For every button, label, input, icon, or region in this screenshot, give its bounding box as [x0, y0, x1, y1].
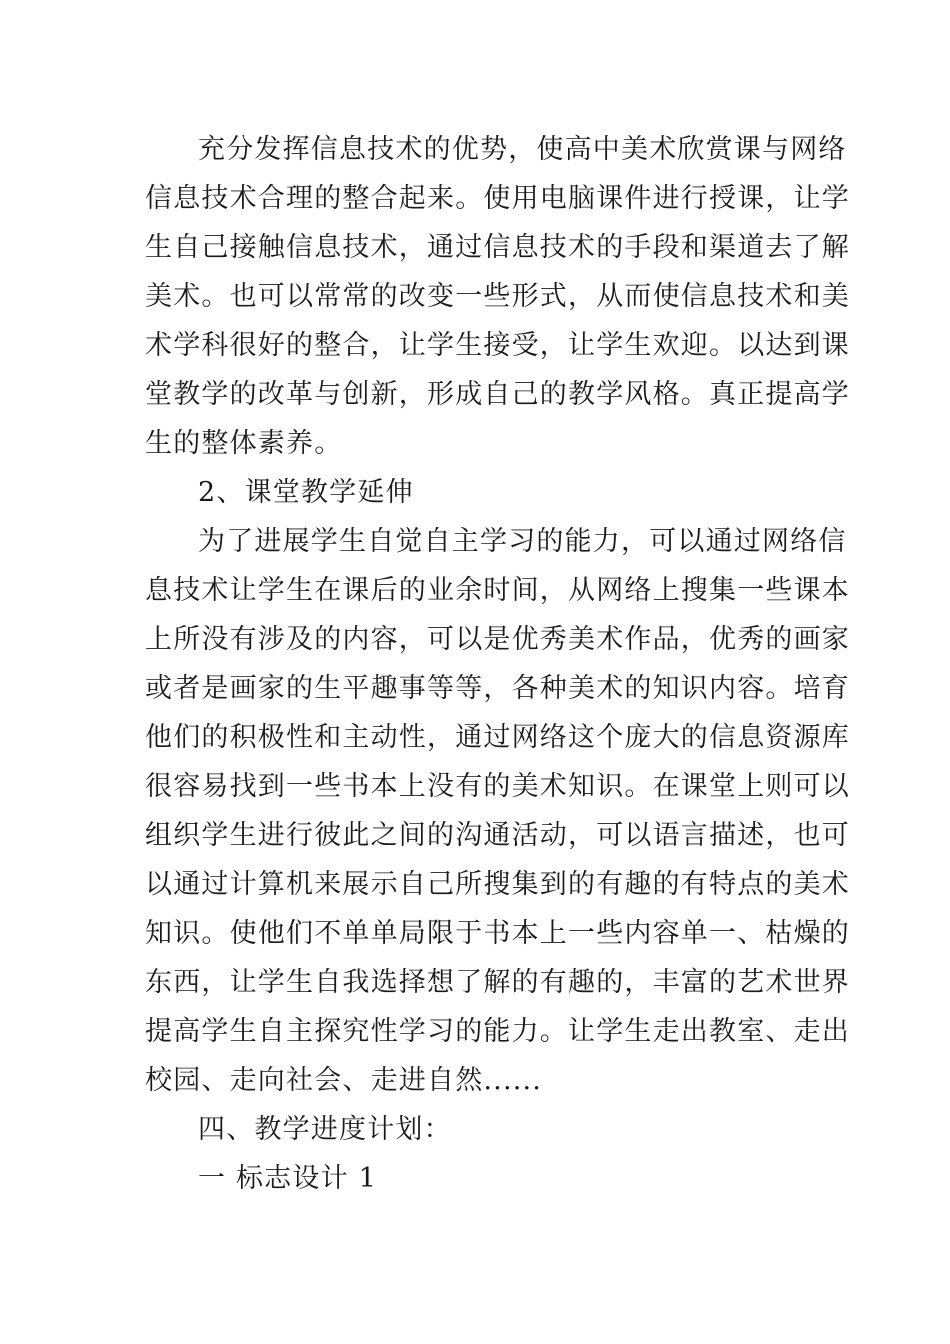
- paragraph-line: 上所没有涉及的内容，可以是优秀美术作品，优秀的画家: [145, 624, 850, 655]
- paragraph-line: 以通过计算机来展示自己所搜集到的有趣的有特点的美术: [145, 869, 850, 900]
- paragraph-line: 校园、走向社会、走进自然......: [145, 1065, 543, 1096]
- paragraph-line: 息技术让学生在课后的业余时间，从网络上搜集一些课本: [145, 575, 850, 606]
- paragraph-line: 知识。使他们不单单局限于书本上一些内容单一、枯燥的: [145, 918, 850, 949]
- paragraph-line: 生自己接触信息技术，通过信息技术的手段和渠道去了解: [145, 232, 850, 263]
- paragraph-line: 充分发挥信息技术的优势，使高中美术欣赏课与网络: [198, 134, 847, 165]
- paragraph-line: 为了进展学生自觉自主学习的能力，可以通过网络信: [198, 526, 847, 557]
- paragraph-line: 堂教学的改革与创新，形成自己的教学风格。真正提高学: [145, 379, 850, 410]
- paragraph-line: 组织学生进行彼此之间的沟通活动，可以语言描述，也可: [145, 820, 850, 851]
- paragraph-line: 东西，让学生自我选择想了解的有趣的，丰富的艺术世界: [145, 967, 850, 998]
- schedule-item: 一 标志设计 1: [198, 1163, 377, 1194]
- paragraph-line: 提高学生自主探究性学习的能力。让学生走出教室、走出: [145, 1016, 850, 1047]
- paragraph-line: 信息技术合理的整合起来。使用电脑课件进行授课，让学: [145, 183, 850, 214]
- paragraph-line: 美术。也可以常常的改变一些形式，从而使信息技术和美: [145, 281, 850, 312]
- paragraph-line: 生的整体素养。: [145, 428, 343, 459]
- paragraph-line: 术学科很好的整合，让学生接受，让学生欢迎。以达到课: [145, 330, 850, 361]
- section-heading: 2、课堂教学延伸: [198, 477, 414, 508]
- paragraph-line: 或者是画家的生平趣事等等，各种美术的知识内容。培育: [145, 673, 850, 704]
- paragraph-line: 很容易找到一些书本上没有的美术知识。在课堂上则可以: [145, 771, 850, 802]
- paragraph-line: 他们的积极性和主动性，通过网络这个庞大的信息资源库: [145, 722, 850, 753]
- section-heading: 四、教学进度计划：: [198, 1114, 452, 1145]
